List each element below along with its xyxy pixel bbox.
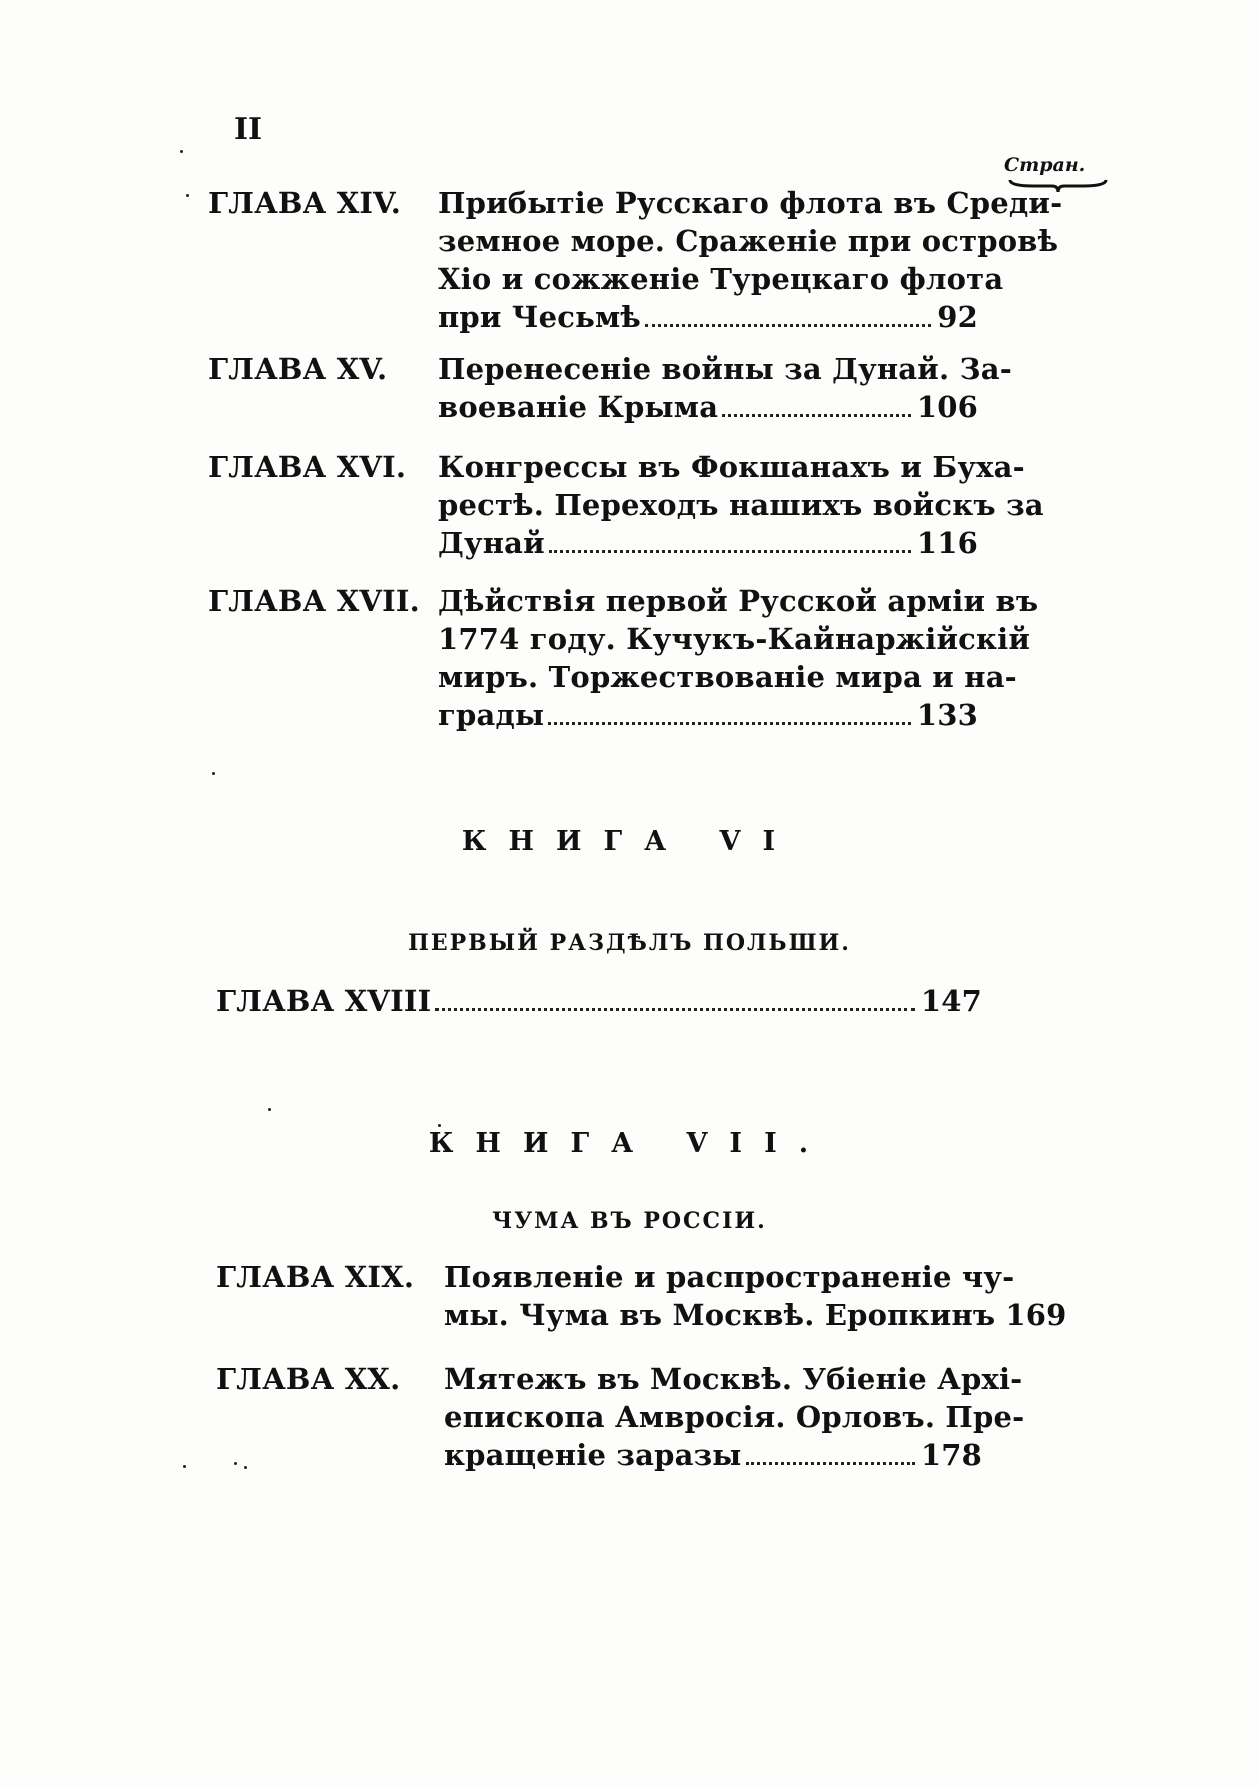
chapter-title-tail: воеваніе Крыма: [438, 390, 719, 424]
page-ref: 178: [920, 1438, 982, 1472]
chapter-title-line: Прибытіе Русскаго флота въ Среди-: [438, 186, 1063, 220]
part-subtitle: ЧУМА ВЪ РОССІИ.: [492, 1208, 767, 1234]
chapter-label: ГЛАВА XX.: [216, 1362, 401, 1396]
scan-speck: [244, 1466, 247, 1469]
page-ref: 147: [920, 984, 982, 1018]
dot-leader: [435, 1008, 914, 1011]
scan-speck: [234, 1462, 237, 1465]
page-ref: 92: [937, 300, 978, 334]
chapter-title-line: Хіо и сожженіе Турецкаго флота: [438, 262, 1004, 296]
scan-speck: [212, 772, 215, 775]
page-number: II: [234, 112, 263, 147]
toc-entry-ch18: [216, 984, 982, 1024]
dot-leader: [549, 550, 911, 553]
scan-speck: [183, 1465, 186, 1468]
scan-speck: [186, 194, 189, 197]
book-title: КНИГА VII.: [428, 1128, 831, 1159]
toc-entry-ch14: [208, 186, 1063, 346]
chapter-title-line: миръ. Торжествованіе мира и на-: [438, 660, 1017, 694]
chapter-title-tail: при Чесьмѣ: [438, 300, 641, 334]
chapter-title-last-line: [438, 698, 978, 732]
chapter-label: ГЛАВА XIX.: [216, 1260, 415, 1294]
page-ref: 116: [916, 526, 978, 560]
chapter-label: ГЛАВА XVIII: [216, 984, 432, 1018]
chapter-title-last-line: [438, 390, 978, 424]
dot-leader: [722, 414, 911, 417]
chapter-title-last-line: [438, 526, 978, 560]
chapter-title-tail: грады: [438, 698, 545, 732]
toc-entry-ch20: [216, 1362, 1025, 1482]
dot-leader: [548, 722, 911, 725]
chapter-title-tail: кращеніе заразы: [444, 1438, 742, 1472]
chapter-title-last-line: [216, 984, 982, 1018]
chapter-title-line: 1774 году. Кучукъ-Кайнаржійскій: [438, 622, 1031, 656]
chapter-title-line: рестѣ. Переходъ нашихъ войскъ за: [438, 488, 1044, 522]
chapter-title-line: Мятежъ въ Москвѣ. Убіеніе Архі-: [444, 1362, 1023, 1396]
scan-speck: [268, 1108, 271, 1111]
scan-speck: [180, 150, 183, 153]
chapter-title-line: земное море. Сраженіе при островѣ: [438, 224, 1059, 258]
page-ref: 133: [916, 698, 978, 732]
chapter-label: ГЛАВА XVI.: [208, 450, 407, 484]
dot-leader: [645, 324, 931, 327]
toc-entry-ch19: [216, 1260, 1067, 1340]
chapter-title-last-line: [444, 1438, 982, 1472]
chapter-title-line: епископа Амвросія. Орловъ. Пре-: [444, 1400, 1025, 1434]
dot-leader: [746, 1462, 915, 1465]
page-column-label: Стран.: [1004, 154, 1086, 176]
chapter-title-line: Перенесеніе войны за Дунай. За-: [438, 352, 1012, 386]
book-title: КНИГА VI: [461, 826, 798, 857]
chapter-label: ГЛАВА XVII.: [208, 584, 420, 618]
toc-entry-ch17: [208, 584, 1039, 744]
chapter-label: ГЛАВА XIV.: [208, 186, 402, 220]
part-subtitle: ПЕРВЫЙ РАЗДѢЛЪ ПОЛЬШИ.: [408, 930, 851, 956]
chapter-title-tail: мы. Чума въ Москвѣ. Еропкинъ: [444, 1298, 996, 1332]
chapter-title-last-line: [438, 300, 978, 334]
page-ref: 169: [1005, 1298, 1067, 1332]
toc-entry-ch16: [208, 450, 1044, 570]
page-ref: 106: [916, 390, 978, 424]
scan-speck: [438, 1124, 441, 1127]
toc-entry-ch15: [208, 352, 1012, 432]
chapter-title-last-line: [444, 1298, 1067, 1332]
chapter-title-line: Дѣйствія первой Русской арміи въ: [438, 584, 1039, 618]
chapter-label: ГЛАВА XV.: [208, 352, 388, 386]
chapter-title-line: Появленіе и распространеніе чу-: [444, 1260, 1015, 1294]
chapter-title-line: Конгрессы въ Фокшанахъ и Буха-: [438, 450, 1025, 484]
chapter-title-tail: Дунай: [438, 526, 545, 560]
